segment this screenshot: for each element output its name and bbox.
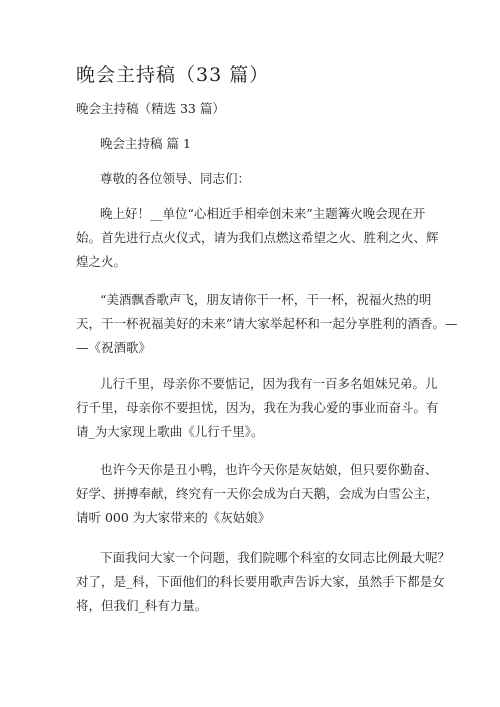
document-title: 晚会主持稿（33 篇）: [76, 64, 270, 86]
paragraph-line: 请_为大家现上歌曲《儿行千里》。: [76, 424, 264, 439]
paragraph-line: 好学、拼搏奉献，终究有一天你会成为白天鹅，会成为白雪公主，: [76, 486, 439, 501]
paragraph-line: 晚上好！__单位“心相近手相牵创未来”主题篝火晚会现在开: [100, 206, 426, 221]
paragraph-line: 也许今天你是丑小鸭，也许今天你是灰姑娘，但只要你勤奋、: [100, 462, 438, 477]
paragraph-toast-song: [76, 288, 458, 360]
section-heading: 晚会主持稿 篇 1: [100, 136, 191, 151]
paragraph-line: 煌之火。: [76, 254, 127, 269]
paragraph-line: 始。首先进行点火仪式，请为我们点燃这希望之火、胜利之火、辉: [76, 230, 439, 245]
paragraph-line: 下面我问大家一个问题，我们院哪个科室的女同志比例最大呢？: [100, 550, 451, 565]
paragraph-line: 儿行千里，母亲你不要惦记，因为我有一百多名姐妹兄弟。儿: [100, 376, 438, 391]
paragraph-line: 天，干一杯祝福美好的未来”请大家举起杯和一起分享胜利的酒香。—: [76, 316, 458, 331]
paragraph-line: 对了，是_科，下面他们的科长要用歌声告诉大家，虽然手下都是女: [76, 574, 445, 589]
paragraph-opening: [76, 202, 439, 274]
paragraph-son-travels: [76, 372, 439, 444]
paragraph-line: —《祝酒歌》: [76, 340, 152, 355]
paragraph-line: 请听 000 为大家带来的《灰姑娘》: [76, 510, 271, 525]
paragraph-question: [76, 546, 451, 618]
paragraph-line: “美酒飘香歌声飞，朋友请你干一杯，干一杯，祝福火热的明: [100, 292, 432, 307]
paragraph-line: 将，但我们_科有力量。: [76, 598, 208, 613]
paragraph-line: 行千里，母亲你不要担忧，因为，我在为我心爱的事业而奋斗。有: [76, 400, 439, 415]
document-subtitle: 晚会主持稿（精选 33 篇）: [76, 101, 225, 116]
greeting-line: 尊敬的各位领导、同志们：: [100, 171, 251, 186]
paragraph-cinderella: [76, 458, 439, 530]
